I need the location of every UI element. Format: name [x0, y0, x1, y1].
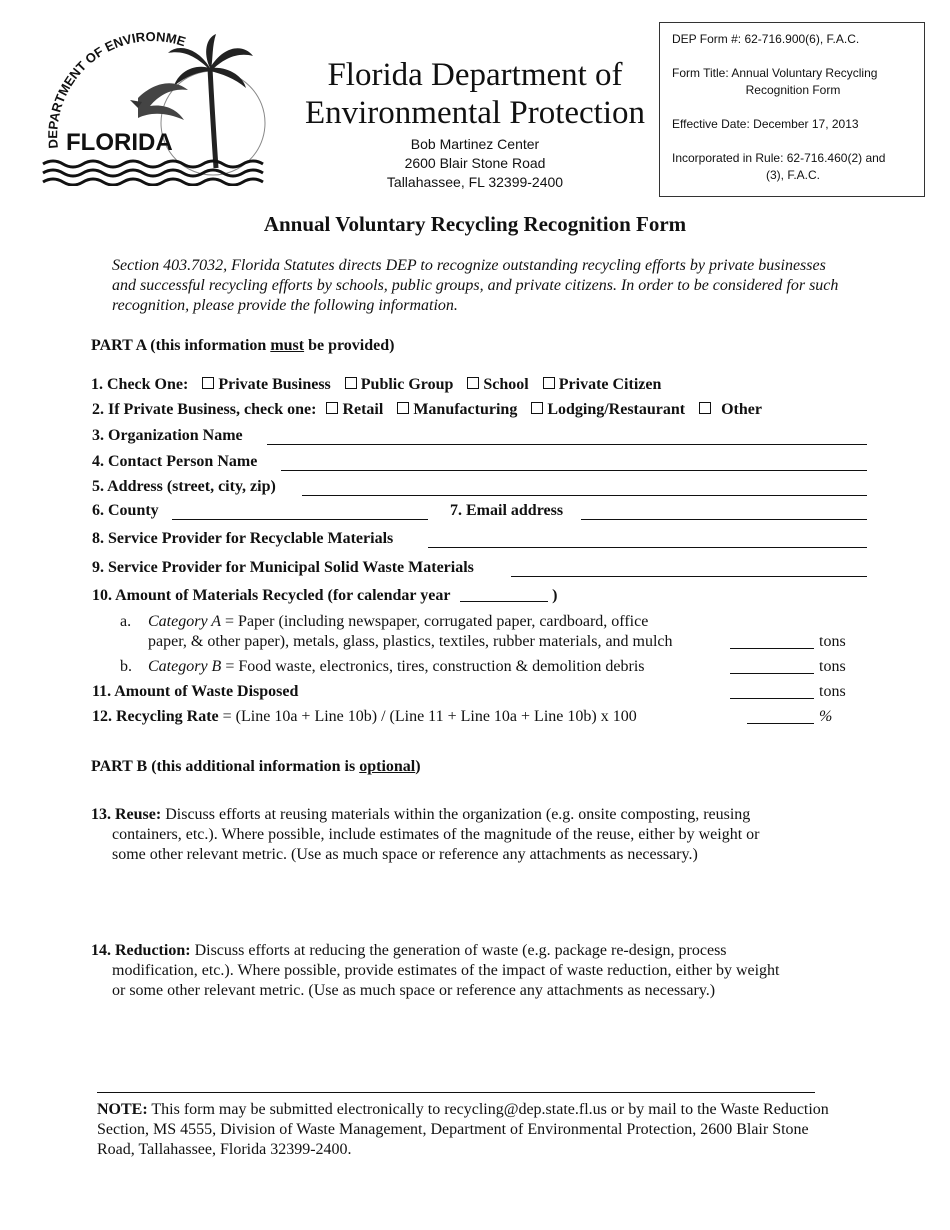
checkbox-public-group[interactable] — [345, 377, 357, 389]
q4-label: 4. Contact Person Name — [92, 453, 258, 470]
checkbox-retail[interactable] — [326, 402, 338, 414]
q9-label: 9. Service Provider for Municipal Solid Waste Materials — [92, 559, 474, 576]
q11-label: 11. Amount of Waste Disposed — [92, 683, 299, 700]
part-b-heading: PART B (this additional information is optional) — [91, 758, 421, 775]
effective-date: Effective Date: December 17, 2013 — [672, 117, 859, 131]
recyclables-provider-field[interactable] — [428, 547, 867, 548]
q1-label: 1. Check One: — [91, 376, 189, 393]
q10b-unit: tons — [819, 658, 846, 675]
category-a-tons-field[interactable] — [730, 648, 814, 649]
note-divider — [97, 1092, 815, 1093]
checkbox-private-business[interactable] — [202, 377, 214, 389]
seal-graphic — [38, 28, 266, 186]
intro-paragraph: Section 403.7032, Florida Statutes directs DEP to recognize outstanding recycling efforts by private businesses and successful recycling efforts by schools, public groups, and private citizens. In order to be considered for such recognition, please provide the following information. — [112, 257, 839, 314]
q12-row: 12. Recycling Rate = (Line 10a + Line 10b) / (Line 11 + Line 10a + Line 10b) x 100 — [92, 708, 637, 725]
q7-label: 7. Email address — [450, 502, 564, 519]
calendar-year-field[interactable] — [460, 601, 548, 602]
q2-label: 2. If Private Business, check one: — [92, 401, 317, 418]
q13-reuse: 13. Reuse: Discuss efforts at reusing materials within the organization (e.g. onsite composting, reusing containers, etc.). Where possible, include estimates of the magnitude of the reuse, either by weight or some other relevant metric. (Use as much space or reference any attachments as necessary.) — [91, 806, 760, 863]
form-title: Annual Voluntary Recycling Recognition Form — [263, 212, 687, 236]
category-b-tons-field[interactable] — [730, 673, 814, 674]
checkbox-school[interactable] — [467, 377, 479, 389]
seal-ring-text: DEPARTMENT OF ENVIRONME — [45, 28, 188, 150]
q2-row: 2. If Private Business, check one: Retail Manufacturing Lodging/Restaurant Other — [92, 401, 762, 418]
form-info-box — [659, 22, 925, 197]
county-field[interactable] — [172, 519, 428, 520]
q6-label: 6. County — [92, 502, 159, 519]
q10b-letter: b. — [120, 658, 132, 675]
q12-unit: % — [819, 708, 833, 725]
q8-label: 8. Service Provider for Recyclable Materials — [92, 530, 394, 547]
agency-address-3: Tallahassee, FL 32399-2400 — [386, 174, 564, 190]
organization-name-field[interactable] — [267, 444, 867, 445]
part-a-heading: PART A (this information must be provided) — [91, 337, 395, 354]
agency-address-1: Bob Martinez Center — [410, 136, 540, 152]
submission-note: NOTE: This form may be submitted electronically to recycling@dep.state.fl.us or by mail to the Waste Reduction Section, MS 4555, Division of Waste Management, Department of Environmental Protection, 2600 Blair Stone Road, Tallahassee, Florida 32399-2400. — [97, 1101, 829, 1158]
q10-label: 10. Amount of Materials Recycled (for calendar year — [92, 587, 451, 604]
form-number: DEP Form #: 62-716.900(6), F.A.C. — [672, 32, 860, 46]
q10-row: 10. Amount of Materials Recycled (for calendar year ) — [92, 587, 558, 604]
agency-name-line1: Florida Department of — [327, 57, 623, 93]
checkbox-private-citizen[interactable] — [543, 377, 555, 389]
email-field[interactable] — [581, 519, 867, 520]
checkbox-other[interactable] — [699, 402, 711, 414]
incorporated-rule: Incorporated in Rule: 62-716.460(2) and (3), F.A.C. — [672, 151, 886, 182]
q14-reduction: 14. Reduction: Discuss efforts at reducing the generation of waste (e.g. package re-design, process modification, etc.). Where possible, provide estimates of the impact of waste reduction, either by weight or some other relevant metric. (Use as much space or reference any attachments as necessary.) — [91, 942, 780, 999]
seal-state-text: FLORIDA — [66, 129, 173, 156]
q11-unit: tons — [819, 683, 846, 700]
q5-label: 5. Address (street, city, zip) — [92, 478, 276, 495]
address-field[interactable] — [302, 495, 867, 496]
checkbox-lodging-restaurant[interactable] — [531, 402, 543, 414]
msw-provider-field[interactable] — [511, 576, 867, 577]
agency-address-2: 2600 Blair Stone Road — [404, 155, 546, 171]
q10a-line2: paper, & other paper), metals, glass, plastics, textiles, rubber materials, and mulch — [148, 633, 673, 650]
contact-person-field[interactable] — [281, 470, 867, 471]
form-title-info: Form Title: Annual Voluntary Recycling Recognition Form — [672, 66, 878, 97]
dep-florida-seal — [38, 28, 266, 186]
agency-name-line2: Environmental Protection — [304, 95, 645, 131]
q10a-unit: tons — [819, 633, 846, 650]
q10a-letter: a. — [120, 613, 132, 630]
recycling-rate-field[interactable] — [747, 723, 814, 724]
waste-disposed-tons-field[interactable] — [730, 698, 814, 699]
q1-row: 1. Check One: Private Business Public Group School Private Citizen — [91, 376, 662, 393]
checkbox-manufacturing[interactable] — [397, 402, 409, 414]
q3-label: 3. Organization Name — [92, 427, 243, 444]
agency-header — [290, 56, 660, 192]
q10b-text: Category B = Food waste, electronics, tires, construction & demolition debris — [148, 658, 645, 675]
q10a-line1: Category A = Paper (including newspaper, corrugated paper, cardboard, office — [148, 613, 649, 630]
